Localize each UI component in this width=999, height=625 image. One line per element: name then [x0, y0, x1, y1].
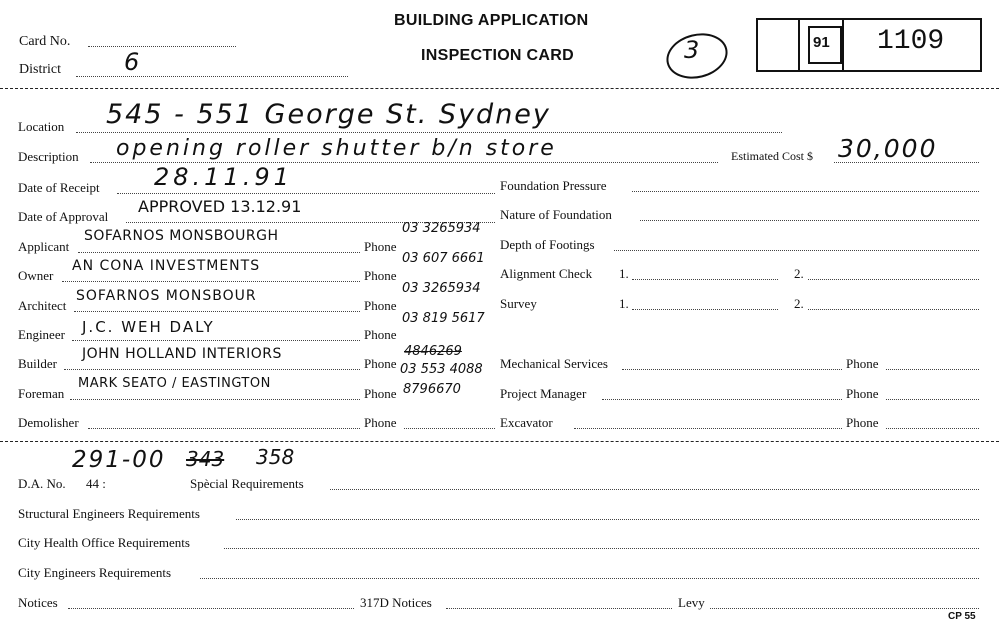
- builder-label: Builder: [18, 356, 57, 371]
- nature-foundation-line: [640, 220, 979, 221]
- foreman-label: Foreman: [18, 386, 65, 401]
- survey-line-2: [808, 309, 979, 310]
- builder-phone: 03 553 4088: [400, 362, 483, 377]
- survey-line-1: [632, 309, 778, 310]
- project-manager-label: Project Manager: [500, 386, 587, 401]
- description-value: opening roller shutter b/n store: [116, 136, 557, 161]
- owner-label: Owner: [18, 268, 54, 283]
- date-receipt-value: 28.11.91: [154, 163, 293, 191]
- mechanical-phone-line: [886, 369, 979, 370]
- middle-divider: [0, 441, 999, 442]
- da-prefix: 44 :: [86, 476, 106, 491]
- applicant-value: SOFARNOS MONSBOURGH: [84, 228, 279, 244]
- description-label: Description: [18, 149, 79, 164]
- architect-line: [74, 311, 360, 312]
- special-requirements-label: Spècial Requirements: [190, 476, 304, 491]
- da-new: 358: [256, 445, 295, 469]
- form-title: BUILDING APPLICATION: [394, 12, 589, 29]
- card-number-box: [756, 18, 982, 72]
- district-value: 6: [124, 48, 140, 76]
- builder-phone-label: Phone: [364, 356, 397, 371]
- builder-phone-old: 4846269: [404, 344, 462, 359]
- structural-label: Structural Engineers Requirements: [18, 506, 200, 521]
- mechanical-phone-label: Phone: [846, 356, 879, 371]
- foundation-pressure-line: [632, 191, 979, 192]
- da-label: D.A. No.: [18, 476, 66, 491]
- structural-line: [236, 519, 979, 520]
- date-approval-label: Date of Approval: [18, 209, 109, 224]
- foundation-pressure-label: Foundation Pressure: [500, 178, 607, 193]
- estimated-cost-value: 30,000: [838, 134, 938, 163]
- excavator-phone-label: Phone: [846, 415, 879, 430]
- levy-line: [710, 608, 979, 609]
- depth-footings-line: [614, 250, 979, 251]
- demolisher-line: [88, 428, 360, 429]
- builder-value: JOHN HOLLAND INTERIORS: [82, 346, 282, 362]
- foreman-value: MARK SEATO / EASTINGTON: [78, 376, 271, 391]
- excavator-label: Excavator: [500, 415, 553, 430]
- health-line: [224, 548, 979, 549]
- form-code: CP 55: [948, 611, 976, 622]
- survey-num-1: 1.: [619, 296, 629, 311]
- architect-label: Architect: [18, 298, 67, 313]
- card-number: 1109: [877, 26, 945, 57]
- engineer-line: [72, 340, 360, 341]
- district-label: District: [19, 62, 61, 77]
- levy-label: Levy: [678, 595, 705, 610]
- owner-line: [62, 281, 360, 282]
- project-manager-phone-label: Phone: [846, 386, 879, 401]
- excavator-phone-line: [886, 428, 979, 429]
- architect-phone: 03 3265934: [402, 281, 481, 296]
- estimated-cost-label: Estimated Cost $: [731, 149, 813, 163]
- applicant-label: Applicant: [18, 239, 70, 254]
- applicant-phone-label: Phone: [364, 239, 397, 254]
- mechanical-label: Mechanical Services: [500, 356, 608, 371]
- date-receipt-label: Date of Receipt: [18, 180, 100, 195]
- mechanical-line: [622, 369, 842, 370]
- survey-label: Survey: [500, 296, 537, 311]
- foreman-phone: 8796670: [403, 382, 461, 397]
- applicant-phone: 03 3265934: [402, 221, 481, 236]
- engineer-phone: 03 819 5617: [402, 311, 485, 326]
- alignment-num-2: 2.: [794, 266, 804, 281]
- engineer-label: Engineer: [18, 327, 65, 342]
- date-receipt-line: [117, 193, 495, 194]
- form-subtitle: INSPECTION CARD: [421, 47, 574, 64]
- demolisher-phone-label: Phone: [364, 415, 397, 430]
- engineer-phone-label: Phone: [364, 327, 397, 342]
- notices-label: Notices: [18, 595, 58, 610]
- alignment-num-1: 1.: [619, 266, 629, 281]
- owner-phone-label: Phone: [364, 268, 397, 283]
- card-no-line: [88, 46, 236, 47]
- box-divider-1: [798, 18, 800, 72]
- health-label: City Health Office Requirements: [18, 535, 190, 550]
- da-struck: 343: [186, 447, 225, 471]
- location-label: Location: [18, 119, 65, 134]
- alignment-line-2: [808, 279, 979, 280]
- box-divider-2: [842, 18, 844, 72]
- year-value: 91: [813, 34, 830, 51]
- circled-number: 3: [684, 36, 700, 64]
- alignment-check-label: Alignment Check: [500, 266, 593, 281]
- foreman-phone-label: Phone: [364, 386, 397, 401]
- demolisher-label: Demolisher: [18, 415, 79, 430]
- applicant-line: [78, 252, 360, 253]
- excavator-line: [574, 428, 842, 429]
- architect-phone-label: Phone: [364, 298, 397, 313]
- builder-line: [64, 369, 360, 370]
- district-line: [76, 76, 348, 77]
- notices-317d-line: [446, 608, 672, 609]
- header-divider: [0, 88, 999, 89]
- foreman-line: [70, 399, 360, 400]
- da-handwritten: 291-00: [72, 447, 166, 473]
- depth-footings-label: Depth of Footings: [500, 237, 595, 252]
- date-approval-value: APPROVED 13.12.91: [138, 197, 302, 216]
- owner-value: AN CONA INVESTMENTS: [72, 258, 261, 274]
- nature-foundation-label: Nature of Foundation: [500, 207, 612, 222]
- city-engineers-label: City Engineers Requirements: [18, 565, 172, 580]
- location-value: 545 - 551 George St. Sydney: [106, 99, 551, 130]
- project-manager-phone-line: [886, 399, 979, 400]
- notices-line: [68, 608, 354, 609]
- engineer-value: J.C. WEH DALY: [82, 318, 215, 336]
- demolisher-phone-line: [404, 428, 495, 429]
- location-line: [76, 132, 782, 133]
- notices-317d-label: 317D Notices: [360, 595, 432, 610]
- alignment-line-1: [632, 279, 778, 280]
- survey-num-2: 2.: [794, 296, 804, 311]
- card-no-label: Card No.: [19, 34, 71, 49]
- special-requirements-line: [330, 489, 979, 490]
- city-engineers-line: [200, 578, 979, 579]
- owner-phone: 03 607 6661: [402, 251, 485, 266]
- architect-value: SOFARNOS MONSBOUR: [76, 288, 257, 304]
- project-manager-line: [602, 399, 842, 400]
